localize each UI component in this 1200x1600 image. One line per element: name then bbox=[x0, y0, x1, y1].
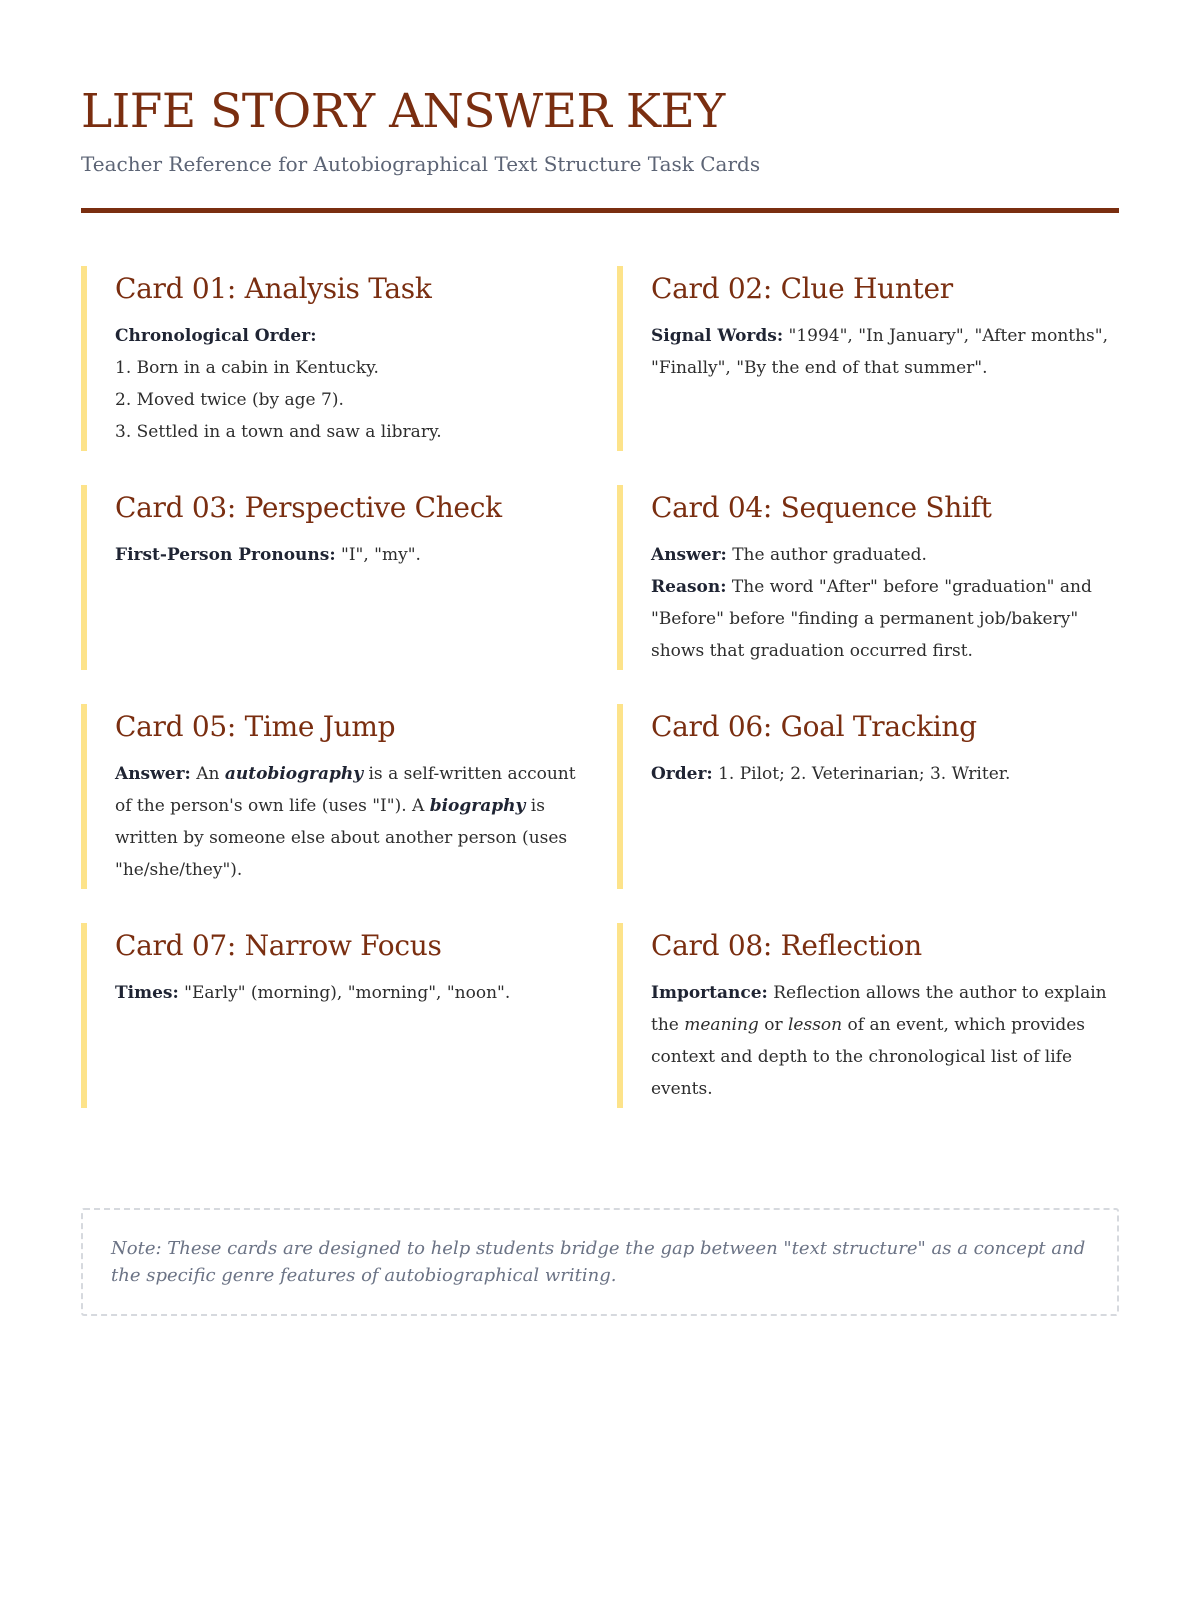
card-text: or bbox=[764, 1015, 783, 1035]
card-title: Card 06: Goal Tracking bbox=[651, 710, 977, 743]
card-text: "1994", "In January", "After months", "Finally", "By the end of that summer". bbox=[651, 326, 1108, 378]
card-05 bbox=[81, 704, 583, 889]
card-title: Card 05: Time Jump bbox=[115, 710, 396, 743]
card-text: is written by someone else about another person (uses "he/she/they"). bbox=[115, 796, 568, 880]
card-title: Card 03: Perspective Check bbox=[115, 491, 502, 524]
term-biography: biography bbox=[429, 796, 526, 816]
card-text: is a self-written account of the person's own life (uses "I"). A bbox=[115, 764, 576, 816]
card-title: Card 07: Narrow Focus bbox=[115, 929, 442, 962]
card-body bbox=[115, 320, 583, 448]
card-label: Signal Words: bbox=[651, 326, 784, 346]
card-01 bbox=[81, 266, 583, 451]
reason-label: Reason: bbox=[651, 577, 727, 597]
card-06 bbox=[617, 704, 1119, 889]
card-body bbox=[651, 539, 1119, 667]
card-text: of an event, which provides context and depth to the chronological list of life events. bbox=[651, 1015, 1086, 1099]
list-item: 1. Born in a cabin in Kentucky. bbox=[115, 358, 379, 378]
card-text: Reflection allows the author to explain the bbox=[651, 983, 1107, 1035]
card-02 bbox=[617, 266, 1119, 451]
card-label: Importance: bbox=[651, 983, 768, 1003]
card-body bbox=[115, 758, 583, 886]
teacher-note: Note: These cards are designed to help students bridge the gap between "text structure" as a concept and the specific genre features of autobiographical writing. bbox=[81, 1208, 1119, 1316]
card-body bbox=[651, 320, 1119, 384]
card-text: An bbox=[196, 764, 220, 784]
answer-label: Answer: bbox=[651, 545, 727, 565]
card-grid bbox=[81, 266, 1119, 1126]
card-text: "Early" (morning), "morning", "noon". bbox=[184, 983, 511, 1003]
card-03 bbox=[81, 485, 583, 670]
card-07 bbox=[81, 923, 583, 1108]
term-autobiography: autobiography bbox=[224, 764, 364, 784]
card-title: Card 02: Clue Hunter bbox=[651, 272, 953, 305]
card-title: Card 04: Sequence Shift bbox=[651, 491, 992, 524]
card-text: "I", "my". bbox=[341, 545, 421, 565]
reason-text: The word "After" before "graduation" and "Before" before "finding a permanent job/bakery" shows that graduation occurred first. bbox=[651, 577, 1092, 661]
card-body bbox=[651, 977, 1119, 1105]
card-label: Chronological Order: bbox=[115, 326, 317, 346]
card-body bbox=[115, 977, 583, 1009]
card-title: Card 01: Analysis Task bbox=[115, 272, 432, 305]
term-lesson: lesson bbox=[787, 1015, 843, 1035]
card-label: Times: bbox=[115, 983, 179, 1003]
card-body bbox=[115, 539, 583, 571]
card-label: Answer: bbox=[115, 764, 191, 784]
answer-text: The author graduated. bbox=[732, 545, 927, 565]
card-04 bbox=[617, 485, 1119, 670]
page-title: LIFE STORY ANSWER KEY bbox=[81, 84, 725, 139]
card-label: First-Person Pronouns: bbox=[115, 545, 336, 565]
header-divider bbox=[81, 208, 1119, 213]
list-item: 3. Settled in a town and saw a library. bbox=[115, 422, 442, 442]
page-subtitle: Teacher Reference for Autobiographical Text Structure Task Cards bbox=[81, 152, 761, 176]
card-title: Card 08: Reflection bbox=[651, 929, 922, 962]
card-label: Order: bbox=[651, 764, 713, 784]
card-text: 1. Pilot; 2. Veterinarian; 3. Writer. bbox=[718, 764, 1011, 784]
card-08 bbox=[617, 923, 1119, 1108]
card-body bbox=[651, 758, 1119, 790]
list-item: 2. Moved twice (by age 7). bbox=[115, 390, 344, 410]
term-meaning: meaning bbox=[684, 1015, 759, 1035]
